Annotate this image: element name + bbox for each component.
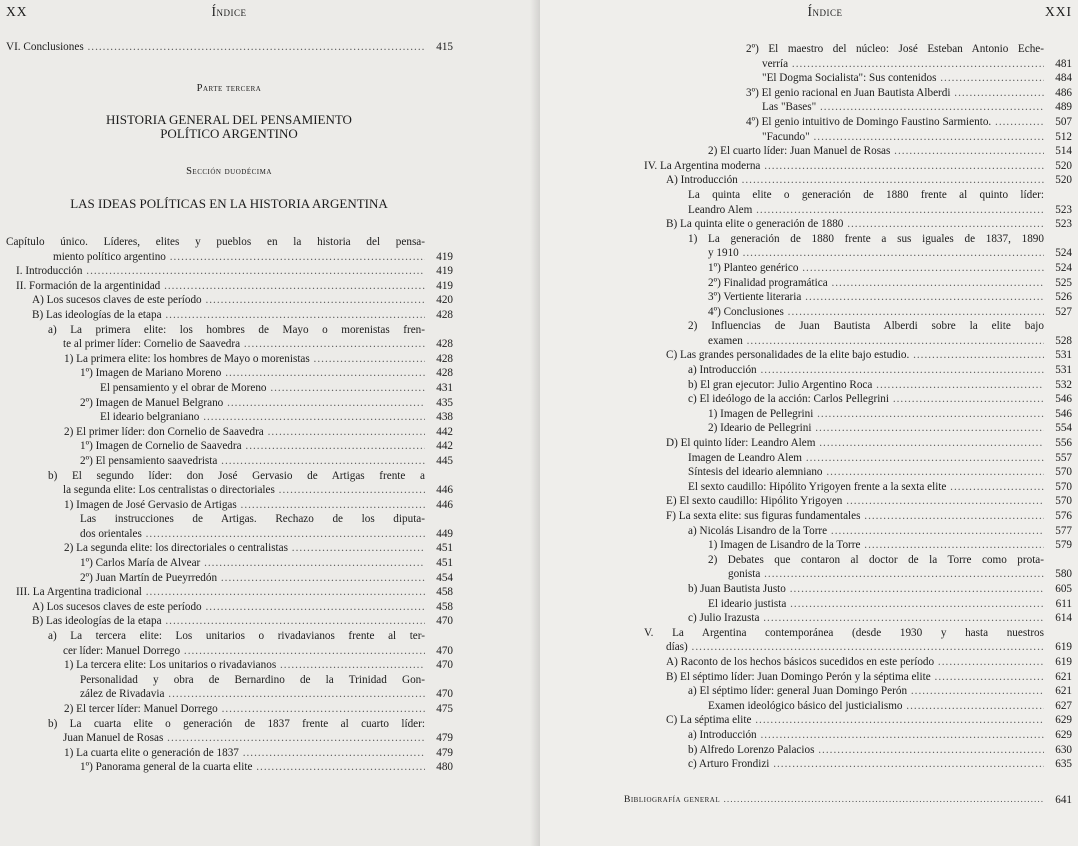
- toc-entry: [6, 717, 453, 732]
- right-page: [540, 0, 1078, 846]
- toc-entry-label: Capítulo único. Líderes, elites y pueblos en la historia del pensa-: [6, 236, 425, 248]
- toc-entry: [624, 640, 1072, 655]
- toc-entry-label: Imagen de Leandro Alem .....: [688, 451, 1044, 466]
- toc-entry: [6, 687, 453, 702]
- toc-entry: [624, 451, 1072, 466]
- toc-entry-page: 438: [427, 410, 453, 425]
- toc-entry-label: b) El gran ejecutor: Julio Argentino Roca .....: [688, 378, 1044, 393]
- section-label: Sección duodécima: [186, 166, 272, 177]
- toc-entry: [624, 305, 1072, 320]
- toc-entry: [6, 250, 453, 265]
- toc-entry: [624, 319, 1072, 334]
- toc-entry: [624, 159, 1072, 174]
- toc-entry-page: 523: [1046, 217, 1072, 232]
- toc-entry-page: 531: [1046, 348, 1072, 363]
- toc-entry-page: 479: [427, 746, 453, 761]
- page-number-right: XXI: [1045, 4, 1072, 19]
- toc-entry-page: 532: [1046, 378, 1072, 393]
- toc-entry: [624, 699, 1072, 714]
- toc-entry: [6, 731, 453, 746]
- toc-entry-label: 2) La segunda elite: los directoriales o centralistas .....: [64, 541, 425, 556]
- toc-entry: [624, 684, 1072, 699]
- toc-entry-page: 531: [1046, 363, 1072, 378]
- toc-entry: [6, 527, 453, 542]
- toc-entry-page: 546: [1046, 407, 1072, 422]
- toc-entry-label: gonista .....: [728, 567, 1044, 582]
- toc-entry-page: 428: [427, 352, 453, 367]
- toc-entry-label: 2º) Juan Martín de Pueyrredón .....: [80, 571, 425, 586]
- toc-entry-label: I. Introducción .....: [16, 264, 425, 279]
- toc-entry-label: III. La Argentina tradicional .....: [16, 585, 425, 600]
- toc-entry: [624, 246, 1072, 261]
- toc-entry-page: 627: [1046, 699, 1072, 714]
- toc-entry-page: 445: [427, 454, 453, 469]
- toc-entry-label: verría .....: [762, 57, 1044, 72]
- toc-entry-label: 1º) Imagen de Cornelio de Saavedra .....: [80, 439, 425, 454]
- toc-entry-label: El ideario belgraniano .....: [100, 410, 425, 425]
- toc-entry: [624, 436, 1072, 451]
- toc-entry: [624, 86, 1072, 101]
- toc-entry-page: 619: [1046, 655, 1072, 670]
- toc-entry: [624, 597, 1072, 612]
- toc-entry-page: 451: [427, 556, 453, 571]
- toc-entry: [624, 567, 1072, 582]
- toc-entry-page: 512: [1046, 130, 1072, 145]
- toc-right: [624, 42, 1072, 772]
- toc-entry-label: B) La quinta elite o generación de 1880 .....: [666, 217, 1044, 232]
- toc-entry: [6, 512, 453, 527]
- toc-entry-label: días) .....: [666, 640, 1044, 655]
- toc-entry: [624, 611, 1072, 626]
- toc-entry-label: El ideario justista .....: [708, 597, 1044, 612]
- toc-entry: [624, 465, 1072, 480]
- toc-entry-page: 556: [1046, 436, 1072, 451]
- toc-entry: [6, 439, 453, 454]
- toc-entry-label: Examen ideológico básico del justicialismo .....: [708, 699, 1044, 714]
- part-label: Parte tercera: [196, 83, 262, 94]
- toc-entry-page: 419: [427, 264, 453, 279]
- toc-entry-label: a) La primera elite: los hombres de Mayo o morenistas fren-: [48, 323, 425, 336]
- toc-entry: [624, 100, 1072, 115]
- toc-entry-label: 4º) El genio intuitivo de Domingo Faustino Sarmiento. .....: [746, 115, 1044, 130]
- toc-entry: [624, 348, 1072, 363]
- toc-entry-page: 420: [427, 293, 453, 308]
- toc-entry: [6, 366, 453, 381]
- toc-entry: [624, 553, 1072, 568]
- toc-entry-page: 570: [1046, 494, 1072, 509]
- toc-entry-label: 2) Ideario de Pellegrini .....: [708, 421, 1044, 436]
- toc-entry: [624, 363, 1072, 378]
- toc-entry: [624, 757, 1072, 772]
- toc-entry: [624, 173, 1072, 188]
- toc-entry-label: cer líder: Manuel Dorrego .....: [63, 644, 425, 659]
- toc-entry-label: 1º) Carlos María de Alvear .....: [80, 556, 425, 571]
- toc-entry: [624, 115, 1072, 130]
- toc-entry-page: 484: [1046, 71, 1072, 86]
- toc-entry: [6, 483, 453, 498]
- toc-entry-page: 435: [427, 396, 453, 411]
- conclusiones-entry: VI. Conclusiones ..... 415: [6, 40, 453, 55]
- toc-entry-page: 442: [427, 439, 453, 454]
- toc-entry-label: F) La sexta elite: sus figuras fundamentales .....: [666, 509, 1044, 524]
- toc-entry-page: 428: [427, 366, 453, 381]
- toc-left: [6, 235, 453, 775]
- toc-entry-label: c) Arturo Frondizi .....: [688, 757, 1044, 772]
- toc-entry: [624, 670, 1072, 685]
- toc-entry-label: "Facundo" .....: [762, 130, 1044, 145]
- toc-entry-label: C) La séptima elite .....: [666, 713, 1044, 728]
- toc-entry-page: 475: [427, 702, 453, 717]
- part-title-line-2: POLÍTICO ARGENTINO: [160, 126, 298, 141]
- toc-entry-label: b) Juan Bautista Justo .....: [688, 582, 1044, 597]
- toc-entry-label: Leandro Alem .....: [688, 203, 1044, 218]
- toc-entry: [624, 655, 1072, 670]
- toc-entry: [624, 626, 1072, 641]
- toc-entry-label: dos orientales .....: [80, 527, 425, 542]
- toc-entry-page: 520: [1046, 159, 1072, 174]
- toc-entry-label: El pensamiento y el obrar de Moreno .....: [100, 381, 425, 396]
- toc-entry: [624, 538, 1072, 553]
- toc-entry: [6, 454, 453, 469]
- toc-entry: [6, 308, 453, 323]
- toc-entry-label: examen .....: [708, 334, 1044, 349]
- toc-entry: [624, 509, 1072, 524]
- toc-entry-label: 1º) Imagen de Mariano Moreno .....: [80, 366, 425, 381]
- toc-entry-label: V. La Argentina contemporánea (desde 1930 y hasta nuestros: [644, 626, 1044, 639]
- toc-entry-label: La quinta elite o generación de 1880 frente al quinto líder:: [688, 188, 1044, 201]
- toc-entry-label: zález de Rivadavia .....: [80, 687, 425, 702]
- toc-entry: [624, 57, 1072, 72]
- toc-entry-label: 4º) Conclusiones .....: [708, 305, 1044, 320]
- toc-entry-page: 480: [427, 760, 453, 775]
- toc-entry-label: B) Las ideologías de la etapa .....: [32, 308, 425, 323]
- toc-entry: [6, 629, 453, 644]
- toc-entry-page: 557: [1046, 451, 1072, 466]
- toc-entry-page: 446: [427, 483, 453, 498]
- toc-entry-page: 489: [1046, 100, 1072, 115]
- toc-entry: [624, 480, 1072, 495]
- toc-entry-label: 2) El tercer líder: Manuel Dorrego .....: [64, 702, 425, 717]
- toc-entry-page: 629: [1046, 713, 1072, 728]
- toc-entry: [6, 760, 453, 775]
- toc-entry-page: 431: [427, 381, 453, 396]
- toc-entry: [6, 658, 453, 673]
- toc-entry-page: 621: [1046, 670, 1072, 685]
- toc-entry: [6, 571, 453, 586]
- toc-entry-label: A) Introducción .....: [666, 173, 1044, 188]
- toc-entry-page: 486: [1046, 86, 1072, 101]
- toc-entry: [624, 582, 1072, 597]
- toc-entry-label: 1) La tercera elite: Los unitarios o rivadavianos .....: [64, 658, 425, 673]
- toc-entry-page: 428: [427, 308, 453, 323]
- toc-entry-label: a) Introducción .....: [688, 728, 1044, 743]
- toc-entry-page: 605: [1046, 582, 1072, 597]
- toc-entry: [6, 337, 453, 352]
- toc-entry-label: E) El sexto caudillo: Hipólito Yrigoyen .....: [666, 494, 1044, 509]
- toc-entry: [6, 293, 453, 308]
- running-head-left: Índice: [211, 4, 247, 19]
- toc-entry-page: 577: [1046, 524, 1072, 539]
- toc-entry: [6, 746, 453, 761]
- toc-entry-page: 554: [1046, 421, 1072, 436]
- toc-entry-label: 3º) Vertiente literaria .....: [708, 290, 1044, 305]
- toc-entry: [6, 381, 453, 396]
- toc-entry-label: Personalidad y obra de Bernardino de la Trinidad Gon-: [80, 673, 425, 686]
- toc-entry-label: 2) Debates que contaron al doctor de la Torre como prota-: [708, 553, 1044, 566]
- toc-entry-label: A) Los sucesos claves de este período .....: [32, 293, 425, 308]
- toc-entry: [624, 713, 1072, 728]
- toc-entry-page: 523: [1046, 203, 1072, 218]
- toc-entry-page: 419: [427, 250, 453, 265]
- toc-entry: [624, 378, 1072, 393]
- toc-entry-page: 479: [427, 731, 453, 746]
- toc-entry: [6, 352, 453, 367]
- toc-entry-label: 2º) El pensamiento saavedrista .....: [80, 454, 425, 469]
- toc-entry-label: 1) La generación de 1880 frente a sus iguales de 1837, 1890: [688, 232, 1044, 245]
- page-number-left: XX: [6, 4, 28, 19]
- toc-entry: [6, 323, 453, 338]
- toc-entry-page: 546: [1046, 392, 1072, 407]
- toc-entry-page: 481: [1046, 57, 1072, 72]
- toc-entry-page: 514: [1046, 144, 1072, 159]
- toc-entry: [624, 261, 1072, 276]
- toc-entry-label: A) Los sucesos claves de este período .....: [32, 600, 425, 615]
- toc-entry: [6, 410, 453, 425]
- toc-entry: [6, 396, 453, 411]
- toc-entry: [6, 556, 453, 571]
- toc-entry: [624, 421, 1072, 436]
- part-title-line-1: HISTORIA GENERAL DEL PENSAMIENTO: [106, 112, 352, 127]
- toc-entry: [624, 71, 1072, 86]
- toc-entry-label: Las instrucciones de Artigas. Rechazo de los diputa-: [80, 513, 425, 526]
- toc-entry-page: 524: [1046, 246, 1072, 261]
- bibliografia-entry: Bibliografía general ..... 641: [624, 793, 1072, 808]
- toc-entry: [624, 144, 1072, 159]
- toc-entry-page: 526: [1046, 290, 1072, 305]
- toc-entry-label: Síntesis del ideario alemniano .....: [688, 465, 1044, 480]
- toc-entry-page: 470: [427, 614, 453, 629]
- toc-entry-label: 2) El cuarto líder: Juan Manuel de Rosas .....: [708, 144, 1044, 159]
- toc-entry-page: 520: [1046, 173, 1072, 188]
- toc-entry: [624, 494, 1072, 509]
- toc-entry: [6, 541, 453, 556]
- toc-entry-page: 419: [427, 279, 453, 294]
- toc-entry: [624, 334, 1072, 349]
- toc-entry: [6, 425, 453, 440]
- toc-entry-label: D) El quinto líder: Leandro Alem .....: [666, 436, 1044, 451]
- toc-entry-page: 629: [1046, 728, 1072, 743]
- toc-entry-page: 621: [1046, 684, 1072, 699]
- toc-entry: [624, 524, 1072, 539]
- toc-entry: [624, 392, 1072, 407]
- toc-entry-label: b) Alfredo Lorenzo Palacios .....: [688, 743, 1044, 758]
- toc-entry: [6, 498, 453, 513]
- toc-entry-label: 1) Imagen de Lisandro de la Torre .....: [708, 538, 1044, 553]
- toc-entry-label: 2º) El maestro del núcleo: José Esteban Antonio Eche-: [746, 43, 1044, 55]
- toc-entry-page: 635: [1046, 757, 1072, 772]
- toc-entry-page: 576: [1046, 509, 1072, 524]
- toc-entry-label: 1º) Planteo genérico .....: [708, 261, 1044, 276]
- toc-entry-page: 470: [427, 658, 453, 673]
- toc-entry: [624, 276, 1072, 291]
- toc-entry: [6, 585, 453, 600]
- toc-entry-label: 2º) Imagen de Manuel Belgrano .....: [80, 396, 425, 411]
- toc-entry-label: 3º) El genio racional en Juan Bautista Alberdi .....: [746, 86, 1044, 101]
- toc-entry-label: a) Nicolás Lisandro de la Torre .....: [688, 524, 1044, 539]
- toc-entry-label: II. Formación de la argentinidad .....: [16, 279, 425, 294]
- toc-entry: [624, 407, 1072, 422]
- toc-entry-page: 449: [427, 527, 453, 542]
- toc-entry: [624, 728, 1072, 743]
- toc-entry-label: 1) La cuarta elite o generación de 1837 .....: [64, 746, 425, 761]
- toc-entry-label: b) La cuarta elite o generación de 1837 frente al cuarto líder:: [48, 717, 425, 730]
- toc-entry-page: 428: [427, 337, 453, 352]
- toc-entry-label: 1) Imagen de José Gervasio de Artigas .....: [64, 498, 425, 513]
- toc-entry-label: te al primer líder: Cornelio de Saavedra .....: [63, 337, 425, 352]
- section-title: LAS IDEAS POLÍTICAS EN LA HISTORIA ARGENTINA: [70, 196, 388, 211]
- toc-entry-label: A) Raconto de los hechos básicos sucedidos en este período .....: [666, 655, 1044, 670]
- toc-entry-page: 524: [1046, 261, 1072, 276]
- toc-entry-label: 2º) Finalidad programática .....: [708, 276, 1044, 291]
- toc-entry-label: 2) El primer líder: don Cornelio de Saavedra .....: [64, 425, 425, 440]
- toc-entry: [6, 469, 453, 484]
- toc-entry: [6, 702, 453, 717]
- toc-entry-page: 507: [1046, 115, 1072, 130]
- toc-entry-label: b) El segundo líder: don José Gervasio de Artigas frente a: [48, 469, 425, 482]
- running-head-right: Índice: [807, 4, 843, 19]
- toc-entry-label: 1) La primera elite: los hombres de Mayo o morenistas .....: [64, 352, 425, 367]
- toc-entry-label: Juan Manuel de Rosas .....: [63, 731, 425, 746]
- toc-entry-page: 446: [427, 498, 453, 513]
- toc-entry: [6, 235, 453, 250]
- toc-entry-page: 525: [1046, 276, 1072, 291]
- toc-entry: [6, 673, 453, 688]
- toc-entry-page: 470: [427, 687, 453, 702]
- toc-entry-label: 1) Imagen de Pellegrini .....: [708, 407, 1044, 422]
- toc-entry: [624, 42, 1072, 57]
- toc-entry-label: "El Dogma Socialista": Sus contenidos .....: [762, 71, 1044, 86]
- toc-entry-label: y 1910 .....: [708, 246, 1044, 261]
- toc-entry: [6, 264, 453, 279]
- toc-entry-label: B) El séptimo líder: Juan Domingo Perón y la séptima elite .....: [666, 670, 1044, 685]
- toc-entry: [624, 203, 1072, 218]
- toc-entry: [6, 644, 453, 659]
- toc-entry-label: El sexto caudillo: Hipólito Yrigoyen frente a la sexta elite .....: [688, 480, 1044, 495]
- toc-entry: [624, 188, 1072, 203]
- toc-entry-label: a) Introducción .....: [688, 363, 1044, 378]
- toc-entry-page: 458: [427, 585, 453, 600]
- toc-entry-page: 570: [1046, 465, 1072, 480]
- toc-entry-label: 1º) Panorama general de la cuarta elite .....: [80, 760, 425, 775]
- toc-entry-label: a) La tercera elite: Los unitarios o rivadavianos frente al ter-: [48, 630, 425, 643]
- toc-entry-label: c) El ideólogo de la acción: Carlos Pellegrini .....: [688, 392, 1044, 407]
- toc-entry: [624, 743, 1072, 758]
- toc-entry: [624, 290, 1072, 305]
- toc-entry-page: 570: [1046, 480, 1072, 495]
- toc-entry-page: 470: [427, 644, 453, 659]
- toc-entry-page: 580: [1046, 567, 1072, 582]
- toc-entry-label: Las "Bases" .....: [762, 100, 1044, 115]
- toc-entry-page: 458: [427, 600, 453, 615]
- toc-entry-page: 451: [427, 541, 453, 556]
- toc-entry-label: C) Las grandes personalidades de la elite bajo estudio. .....: [666, 348, 1044, 363]
- toc-entry-page: 630: [1046, 743, 1072, 758]
- toc-entry: [624, 217, 1072, 232]
- toc-entry: [6, 614, 453, 629]
- toc-entry-label: a) El séptimo líder: general Juan Domingo Perón .....: [688, 684, 1044, 699]
- toc-entry: [624, 130, 1072, 145]
- toc-entry-page: 442: [427, 425, 453, 440]
- toc-entry: [624, 232, 1072, 247]
- toc-entry-label: c) Julio Irazusta .....: [688, 611, 1044, 626]
- toc-entry-page: 619: [1046, 640, 1072, 655]
- toc-entry-label: la segunda elite: Los centralistas o directoriales .....: [63, 483, 425, 498]
- toc-entry: [6, 279, 453, 294]
- toc-entry-page: 527: [1046, 305, 1072, 320]
- toc-entry-label: miento político argentino .....: [53, 250, 425, 265]
- toc-entry-label: IV. La Argentina moderna .....: [644, 159, 1044, 174]
- toc-entry-page: 528: [1046, 334, 1072, 349]
- toc-entry-page: 614: [1046, 611, 1072, 626]
- toc-entry-page: 611: [1046, 597, 1072, 612]
- toc-entry: [6, 600, 453, 615]
- toc-entry-label: B) Las ideologías de la etapa .....: [32, 614, 425, 629]
- toc-entry-label: 2) Influencias de Juan Bautista Alberdi sobre la elite bajo: [688, 320, 1044, 333]
- toc-entry-page: 454: [427, 571, 453, 586]
- toc-entry-page: 579: [1046, 538, 1072, 553]
